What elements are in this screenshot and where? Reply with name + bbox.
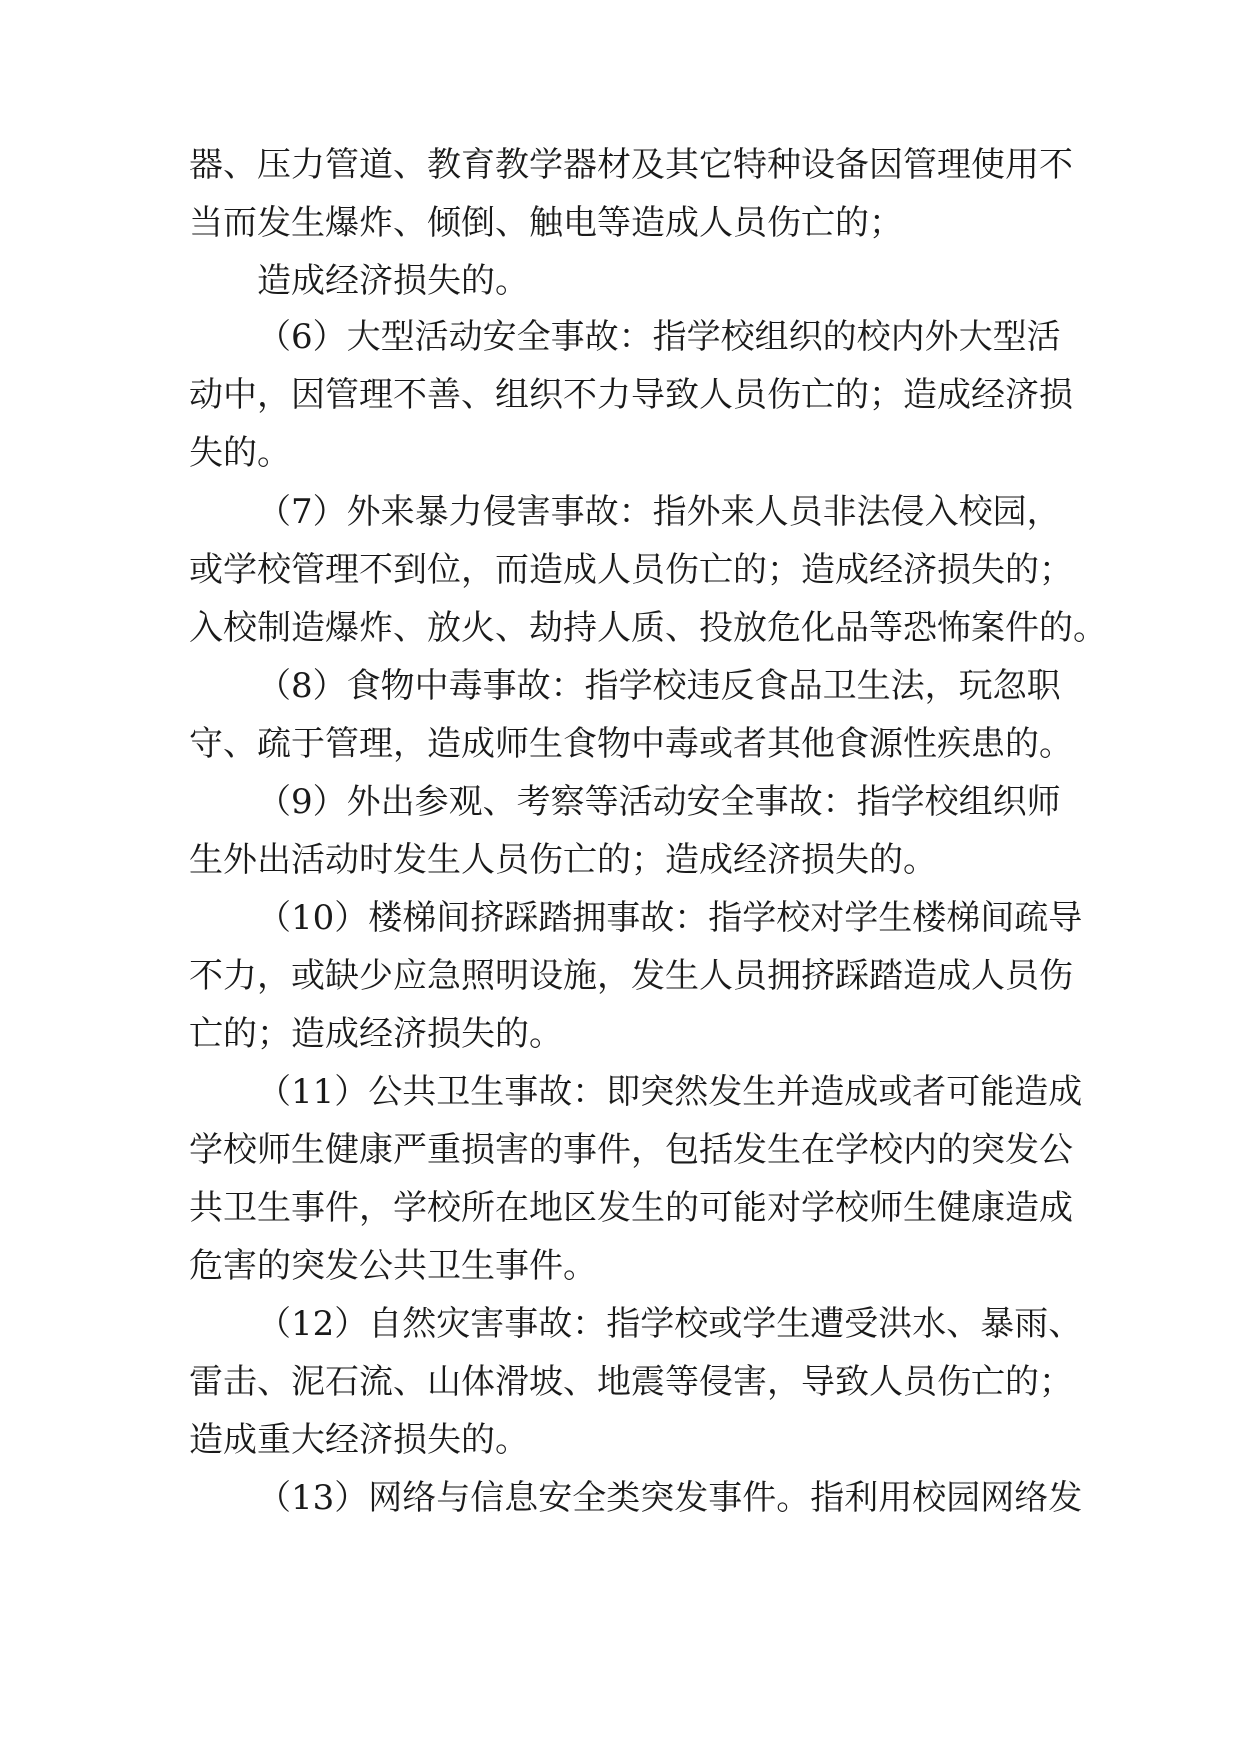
text-line: （6）大型活动安全事故：指学校组织的校内外大型活 [257, 317, 1061, 357]
text-line: 或学校管理不到位，而造成人员伤亡的；造成经济损失的； [189, 550, 1073, 590]
text-line: 雷击、泥石流、山体滑坡、地震等侵害，导致人员伤亡的； [189, 1362, 1073, 1402]
text-line: 动中，因管理不善、组织不力导致人员伤亡的；造成经济损 [189, 375, 1073, 415]
text-line: （7）外来暴力侵害事故：指外来人员非法侵入校园， [257, 492, 1061, 532]
text-line: 不力，或缺少应急照明设施，发生人员拥挤踩踏造成人员伤 [189, 956, 1073, 996]
text-line: 造成经济损失的。 [257, 261, 529, 301]
text-line: 当而发生爆炸、倾倒、触电等造成人员伤亡的； [189, 203, 903, 243]
text-line: （11）公共卫生事故：即突然发生并造成或者可能造成 [257, 1072, 1083, 1112]
text-line: 共卫生事件，学校所在地区发生的可能对学校师生健康造成 [189, 1188, 1073, 1228]
text-line: （12）自然灾害事故：指学校或学生遭受洪水、暴雨、 [257, 1304, 1083, 1344]
text-line: （9）外出参观、考察等活动安全事故：指学校组织师 [257, 782, 1061, 822]
text-line: （8）食物中毒事故：指学校违反食品卫生法，玩忽职 [257, 666, 1061, 706]
text-line: 失的。 [189, 433, 291, 473]
text-line: 造成重大经济损失的。 [189, 1420, 529, 1460]
text-line: 学校师生健康严重损害的事件，包括发生在学校内的突发公 [189, 1130, 1073, 1170]
text-line: 亡的；造成经济损失的。 [189, 1014, 563, 1054]
text-line: 生外出活动时发生人员伤亡的；造成经济损失的。 [189, 840, 937, 880]
text-line: 器、压力管道、教育教学器材及其它特种设备因管理使用不 [189, 145, 1073, 185]
text-line: 危害的突发公共卫生事件。 [189, 1246, 597, 1286]
text-line: （13）网络与信息安全类突发事件。指利用校园网络发 [257, 1478, 1083, 1518]
text-line: 入校制造爆炸、放火、劫持人质、投放危化品等恐怖案件的。 [189, 608, 1107, 648]
text-line: （10）楼梯间挤踩踏拥事故：指学校对学生楼梯间疏导 [257, 898, 1083, 938]
text-line: 守、疏于管理，造成师生食物中毒或者其他食源性疾患的。 [189, 724, 1073, 764]
